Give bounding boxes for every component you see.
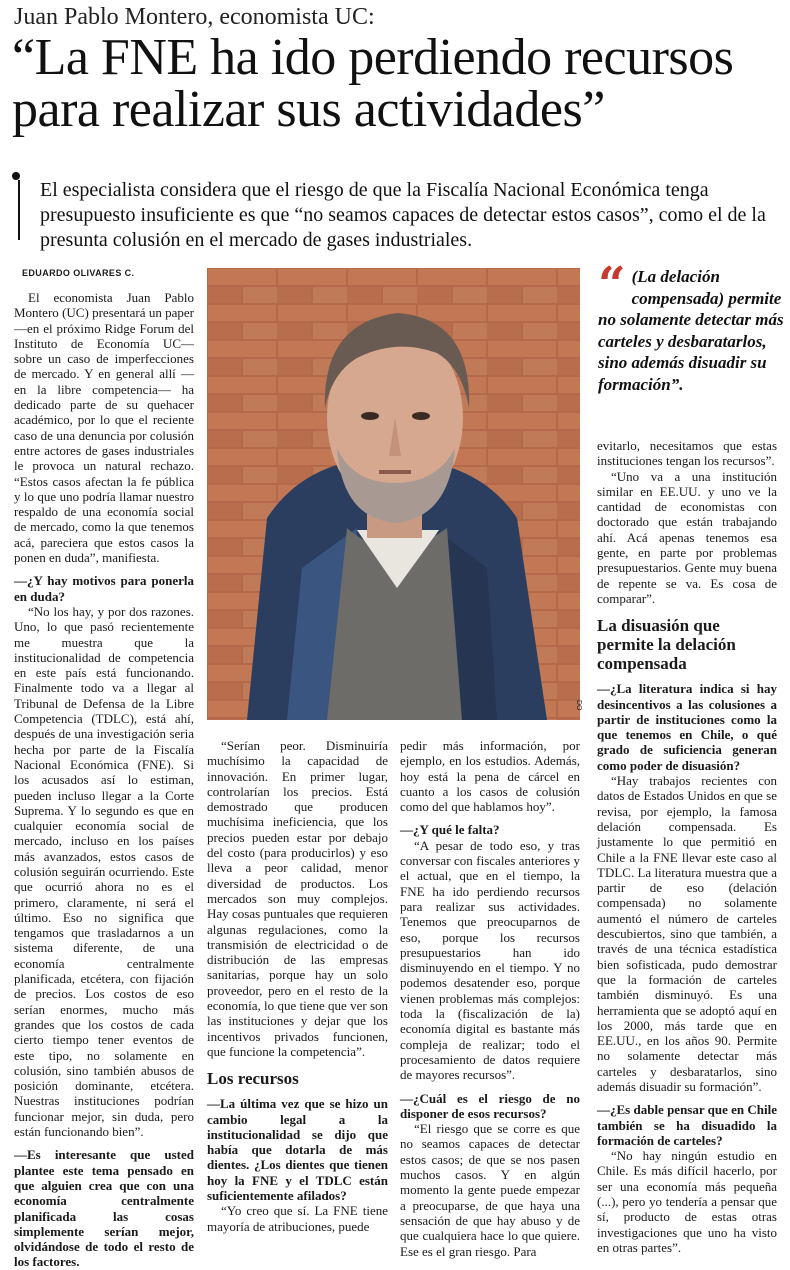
headline [12,29,734,138]
paragraph: “Uno va a una institución similar en EE.UU. y uno ve la cantidad de economistas con doctorado que están trabajando ahí. Acá apenas tenemos esa gente, en parte por problemas presupuestarios. Gente muy buena de repente se va. Es cosa de comparar”. [597,468,777,606]
portrait-photo [207,268,580,720]
paragraph: evitarlo, necesitamos que estas instituciones tengan los recursos”. [597,438,777,469]
column-1 [14,290,194,1270]
question: —¿Y qué le falta? [400,822,500,838]
photo-credit: DO [575,700,582,711]
paragraph: “Serían peor. Disminuiría muchísimo la capacidad de innovación. En primer lugar, controlarían los precios. Está demostrado que producen muchísima ineficiencia, que los precios pueden estar por debajo del costo (para producirlos) y eso lleva a peor calidad, menor diversidad de productos. Los mercados son muy complejos. Hay cosas puntuales que requieren algunas regulaciones, como la transmisión de electricidad o de distribución de las empresas sanitarias, porque hay un solo proveedor, pero en el resto de la economía, lo que tiene que ver son las instituciones y dejar que los incentivos privados funcionen, que funcione la competencia”. [207,738,388,1059]
paragraph: El economista Juan Pablo Montero (UC) presentará un paper —en el próximo Ridge Forum del Instituto de Economía UC— sobre un caso de imperfecciones de mercado. Y en general allí —en la libre competencia— ha dedicado parte de su quehacer académico, por lo que el reciente caso de una denuncia por colusión entre actores de gases industriales le provoca un natural rechazo. “Estos casos afectan la fe pública y lo que uno podría llamar nuestro respaldo de una economía social de mercado, como la que tenemos acá, pareciera que estos casos la ponen en duda”, manifiesta. [14,290,194,566]
byline: EDUARDO OLIVARES C. [22,268,135,278]
question: —Es interesante que usted plantee este tema pensado en que alguien crea que con una economía centralmente planificada las cosas simplemente serían mejor, olvidándose de todo el resto de los factores. [14,1147,194,1270]
question: —¿Es dable pensar que en Chile también se ha disuadido la formación de carteles? [597,1102,777,1148]
deck: El especialista considera que el riesgo de que la Fiscalía Nacional Económica tenga presupuesto insuficiente es que “no seamos capaces de detectar estos casos”, como el de la presunta colusión en el mercado de gases industriales. [40,179,766,251]
pull-quote [598,257,784,395]
deck-dot [12,172,20,180]
question: —¿Y hay motivos para ponerla en duda? [14,573,194,604]
paragraph: “No hay ningún estudio en Chile. Es más difícil hacerlo, por ser una economía más pequeña (...), pero yo tendería a pensar que sí, producto de estas otras investigaciones que uno ha visto en otras partes”. [597,1148,777,1255]
question: —¿Cuál es el riesgo de no disponer de esos recursos? [400,1090,580,1121]
column-3 [400,738,580,1259]
quote-mark-icon: “ [598,257,626,313]
paragraph: “El riesgo que se corre es que no seamos capaces de detectar estos casos; de que se nos pasen muchos casos. Y en algún momento la gente puede empezar a preocuparse, de que haya una sensación de que hay abuso y de que cualquiera hace lo que quiere. Ese es el gran riesgo. Para [400,1121,580,1259]
deck-rule [18,180,20,240]
portrait-illustration [207,268,580,720]
question: —¿La literatura indica si hay desincentivos a las colusiones a partir de instituciones como la que tenemos en Chile, o qué grado de suficiencia generan como poder de disuasión? [597,681,777,773]
headline-line-1: “La FNE ha ido perdiendo recursos [12,29,734,86]
pull-quote-text: (La delación compensada) permite no solamente detectar más carteles y desbaratarlos, sino además disuadir su formación”. [598,267,784,394]
question: —La última vez que se hizo un cambio legal a la institucionalidad se dijo que había que dotarla de más dientes. ¿Los dientes que tienen hoy la FNE y el TDLC están suficientemente afilados? [207,1096,388,1204]
column-2 [207,738,388,1234]
kicker: Juan Pablo Montero, economista UC: [14,4,375,30]
section-heading: Los recursos [207,1069,299,1089]
paragraph: “No los hay, y por dos razones. Uno, lo que pasó recientemente me muestra que la institucionalidad de competencia en este país está funcionando. Finalmente todo va a llegar al Tribunal de Defensa de la Libre Competencia (TDLC), está ahí, después de una investigación seria hecha por parte de la Fiscalía Nacional Económica (FNE). Si los acusados así lo estiman, pueden incluso llegar a la Corte Suprema. Y lo segundo es que en cualquier economía social de mercado, incluso en los países más avanzados, estos casos de colusión seguirán ocurriendo. Este que ocurrió ahora no es el primero, claramente, ni será el último. Eso no significa que tengamos que trasladarnos a un sistema diferente, de una economía centralmente planificada, etcétera, con fijación de precios. Los costos de eso serían enormes, mucho más grandes que los costos de cada cierto tiempo tener eventos de este tipo, no solamente en colusión, sino también abusos de posición dominante, etcétera. Nuestras instituciones podrían funcionar mejor, sin duda, pero están funcionando bien”. [14,603,194,1140]
section-heading: La disuasión que permite la delación compensada [597,616,736,674]
paragraph: “Hay trabajos recientes con datos de Estados Unidos en que se revisa, por ejemplo, la famosa delación compensada. Es justamente lo que permitió en Chile a la FNE llevar este caso al TDLC. La literatura muestra que a partir de eso (delación compensada) no solamente aumentó el número de carteles descubiertos, sino que también, a través de una técnica estadística bien sofisticada, pudo demostrar que la formación de carteles también disminuyó. Es una herramienta que se adoptó aquí en los 2000, más tarde que en EE.UU., en los años 90. Permite no solamente detectar más carteles y desbaratarlos, sino además disuadir su formación”. [597,773,777,1094]
paragraph: “Yo creo que sí. La FNE tiene mayoría de atribuciones, puede [207,1203,388,1234]
paragraph: “A pesar de todo eso, y tras conversar con fiscales anteriores y el actual, que en el tiempo, la FNE ha ido perdiendo recursos para realizar sus actividades. Tenemos que preocuparnos de eso, porque los recursos presupuestarios han ido disminuyendo en el tiempo. Y no podemos desatender eso, porque vienen problemas más complejos: toda la (fiscalización de la) economía digital es bastante más compleja de realizar; todo el procesamiento de datos requiere de mayores recursos”. [400,837,580,1083]
column-4 [597,438,777,1255]
paragraph: pedir más información, por ejemplo, en los estudios. Además, hoy está la pena de cárcel en cuanto a los casos de colusión como del que hablamos hoy”. [400,738,580,815]
headline-line-2: para realizar sus actividades” [12,81,605,138]
